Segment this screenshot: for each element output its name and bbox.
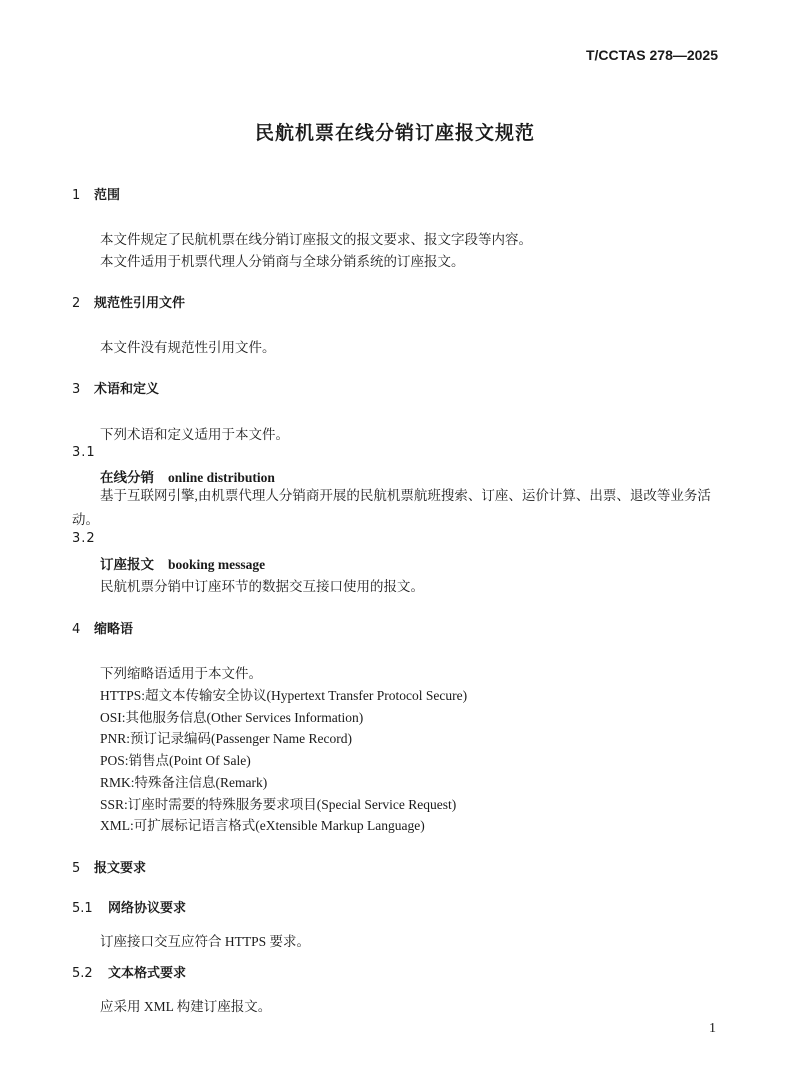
section-title: 报文要求 <box>94 861 147 876</box>
section-number: 3 <box>72 382 81 397</box>
section-title: 缩略语 <box>94 622 134 637</box>
term-definition: 基于互联网引擎,由机票代理人分销商开展的民航机票航班搜索、订座、运价计算、出票、退改等业务活动。 <box>72 488 711 527</box>
term-english: online distribution <box>168 470 275 485</box>
subsection-number: 5.2 <box>72 966 93 981</box>
term-entry <box>100 553 265 573</box>
abbreviation-item: RMK:特殊备注信息(Remark) <box>100 775 268 790</box>
section-number: 4 <box>72 622 81 637</box>
abbreviation-item: HTTPS:超文本传输安全协议(Hypertext Transfer Protocol Secure) <box>100 688 468 703</box>
term-chinese: 订座报文 <box>100 557 154 573</box>
abbreviation-item: POS:销售点(Point Of Sale) <box>100 753 251 768</box>
subsection-5-1-heading <box>72 897 186 916</box>
term-english: booking message <box>168 557 266 572</box>
abbreviation-item: XML:可扩展标记语言格式(eXtensible Markup Language) <box>100 818 425 833</box>
paragraph: 本文件适用于机票代理人分销商与全球分销系统的订座报文。 <box>100 254 465 269</box>
paragraph: 本文件没有规范性引用文件。 <box>100 340 276 355</box>
term-definition: 民航机票分销中订座环节的数据交互接口使用的报文。 <box>100 579 424 594</box>
paragraph: 应采用 XML 构建订座报文。 <box>100 999 272 1014</box>
subsection-5-2-heading <box>72 962 186 981</box>
section-title: 术语和定义 <box>94 382 160 397</box>
section-1-heading <box>72 184 120 203</box>
abbreviation-item: SSR:订座时需要的特殊服务要求项目(Special Service Request) <box>100 797 457 812</box>
section-4-heading <box>72 618 133 637</box>
section-3-heading <box>72 378 159 397</box>
paragraph: 下列术语和定义适用于本文件。 <box>100 427 289 442</box>
document-id: T/CCTAS 278—2025 <box>585 47 718 63</box>
section-title: 范围 <box>94 188 121 203</box>
section-title: 规范性引用文件 <box>94 296 186 311</box>
section-2-heading <box>72 292 185 311</box>
section-number: 5 <box>72 861 81 876</box>
section-5-heading <box>72 857 146 876</box>
subsection-title: 文本格式要求 <box>108 966 187 981</box>
paragraph: 下列缩略语适用于本文件。 <box>100 666 262 681</box>
abbreviation-item: PNR:预订记录编码(Passenger Name Record) <box>100 731 352 746</box>
paragraph: 本文件规定了民航机票在线分销订座报文的报文要求、报文字段等内容。 <box>100 232 532 247</box>
term-chinese: 在线分销 <box>100 470 154 486</box>
abbreviation-item: OSI:其他服务信息(Other Services Information) <box>100 710 364 725</box>
paragraph: 订座接口交互应符合 HTTPS 要求。 <box>100 934 311 949</box>
subsection-title: 网络协议要求 <box>108 901 187 916</box>
section-number: 1 <box>72 188 81 203</box>
section-number: 2 <box>72 296 81 311</box>
page-number: 1 <box>709 1021 716 1036</box>
subsection-number: 5.1 <box>72 901 93 916</box>
term-number: 3.1 <box>72 445 96 460</box>
term-number: 3.2 <box>72 531 96 546</box>
term-entry <box>100 466 275 486</box>
document-title: 民航机票在线分销订座报文规范 <box>254 122 535 144</box>
